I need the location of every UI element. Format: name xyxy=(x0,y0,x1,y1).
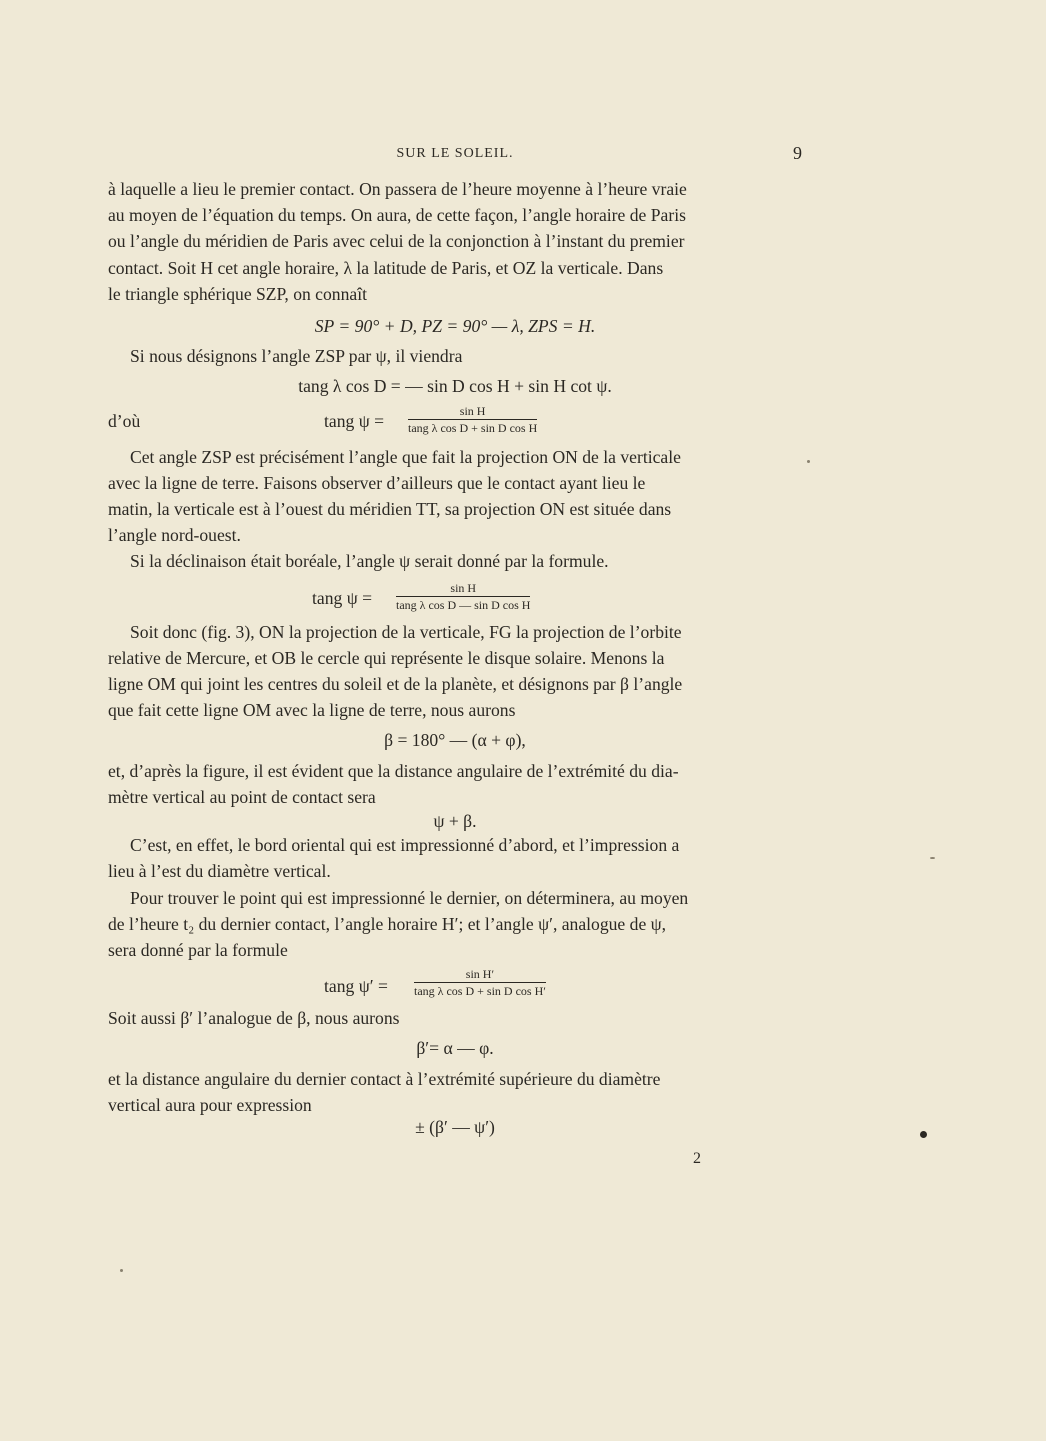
equation-lhs: tang ψ = xyxy=(312,587,373,608)
text-line: Soit donc (fig. 3), ON la projection de la verticale, FG la projection de l’orbite xyxy=(130,621,682,642)
fraction-numerator: sin H′ xyxy=(414,967,546,983)
text-line: Soit aussi β′ l’analogue de β, nous aurons xyxy=(108,1008,400,1029)
running-header xyxy=(108,143,802,166)
text-line: C’est, en effet, le bord oriental qui est impressionné d’abord, et l’impression a xyxy=(130,835,680,856)
text-line: et la distance angulaire du dernier contact à l’extrémité supérieure du diamètre xyxy=(108,1068,661,1089)
text-line: matin, la verticale est à l’ouest du méridien TT, sa projection ON est située dans xyxy=(108,499,672,520)
equation-7 xyxy=(108,963,802,1005)
equation-prefix: d’où xyxy=(108,410,141,431)
ink-speck xyxy=(807,460,810,463)
equation-1: SP = 90° + D, PZ = 90° — λ, ZPS = H. xyxy=(314,316,596,337)
fraction xyxy=(396,581,530,612)
page-number: 9 xyxy=(793,143,802,163)
text-line: que fait cette ligne OM avec la ligne de terre, nous aurons xyxy=(108,700,516,721)
text-line: ou l’angle du méridien de Paris avec celui de la conjonction à l’instant du premier xyxy=(108,231,685,252)
fraction-denominator: tang λ cos D + sin D cos H′ xyxy=(414,984,546,999)
equation-2: tang λ cos D = — sin D cos H + sin H cot ψ. xyxy=(298,376,612,397)
fraction-denominator: tang λ cos D — sin D cos H xyxy=(396,597,531,612)
text-line: relative de Mercure, et OB le cercle qui représente le disque solaire. Menons la xyxy=(108,647,665,668)
equation-lhs: tang ψ′ = xyxy=(324,976,388,997)
ink-speck xyxy=(920,1131,927,1138)
equation-8: β′= α — φ. xyxy=(416,1038,494,1059)
text-line: et, d’après la figure, il est évident que la distance angulaire de l’extrémité du dia- xyxy=(108,760,679,781)
text-line: ligne OM qui joint les centres du soleil et de la planète, et désignons par β l’angle xyxy=(108,674,683,695)
equation-6: ψ + β. xyxy=(433,811,477,832)
equation-lhs: tang ψ = xyxy=(324,410,385,431)
text-line: Si la déclinaison était boréale, l’angle ψ serait donné par la formule. xyxy=(130,551,609,572)
equation-3 xyxy=(108,404,802,444)
text-line: Pour trouver le point qui est impressionné le dernier, on déterminera, au moyen xyxy=(130,887,689,908)
equation-4 xyxy=(108,575,802,619)
fraction xyxy=(408,404,537,435)
fraction-numerator: sin H xyxy=(408,404,537,420)
text-line: contact. Soit H cet angle horaire, λ la latitude de Paris, et OZ la verticale. Dans xyxy=(108,257,664,278)
ink-speck xyxy=(930,857,935,859)
fraction-denominator: tang λ cos D + sin D cos H xyxy=(408,420,538,435)
text-line: avec la ligne de terre. Faisons observer d’ailleurs que le contact ayant lieu le xyxy=(108,472,646,493)
text-line: au moyen de l’équation du temps. On aura, de cette façon, l’angle horaire de Paris xyxy=(108,205,686,226)
text-line: à laquelle a lieu le premier contact. On passera de l’heure moyenne à l’heure vraie xyxy=(108,179,687,199)
text-line: le triangle sphérique SZP, on connaît xyxy=(108,283,367,304)
body-text xyxy=(108,176,802,1140)
signature-mark: 2 xyxy=(693,1150,701,1167)
text-line: mètre vertical au point de contact sera xyxy=(108,786,376,807)
text-line: Cet angle ZSP est précisément l’angle que fait la projection ON de la verticale xyxy=(130,446,681,467)
header-title: SUR LE SOLEIL. xyxy=(396,146,514,161)
fraction-numerator: sin H xyxy=(396,581,530,597)
text-line: de l’heure t₂ du dernier contact, l’angle horaire H′; et l’angle ψ′, analogue de ψ, xyxy=(108,913,667,934)
ink-speck xyxy=(120,1269,123,1272)
text-line: vertical aura pour expression xyxy=(108,1094,312,1115)
text-line: lieu à l’est du diamètre vertical. xyxy=(108,861,331,882)
equation-5: β = 180° — (α + φ), xyxy=(384,730,526,751)
text-line: sera donné par la formule xyxy=(108,940,288,961)
text-line: l’angle nord-ouest. xyxy=(108,525,241,546)
text-line: Si nous désignons l’angle ZSP par ψ, il viendra xyxy=(130,346,463,367)
fraction xyxy=(414,967,546,998)
equation-9: ± (β′ — ψ′) xyxy=(415,1117,495,1138)
